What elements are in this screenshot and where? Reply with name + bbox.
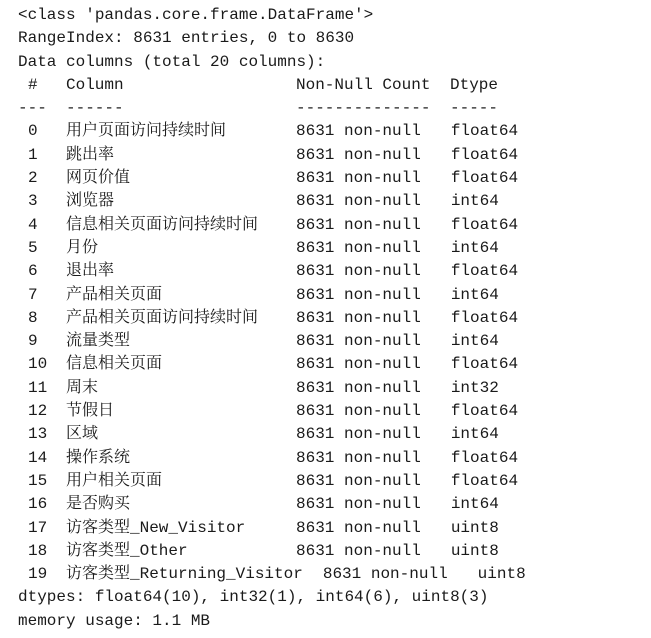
data-columns-line: Data columns (total 20 columns): <box>18 52 326 71</box>
separator-non-null: -------------- <box>296 99 431 118</box>
row-index: 5 <box>28 238 38 257</box>
row-non-null-count: 8631 non-null <box>296 425 421 444</box>
row-index: 0 <box>28 122 38 141</box>
row-index: 4 <box>28 215 38 234</box>
table-row <box>18 470 651 493</box>
row-index: 17 <box>28 518 48 537</box>
row-index: 19 <box>28 565 48 584</box>
separator-hash: --- <box>18 99 47 118</box>
table-row <box>18 353 651 376</box>
row-non-null-count: 8631 non-null <box>296 355 421 374</box>
table-row <box>18 400 651 423</box>
row-index: 18 <box>28 541 48 560</box>
row-column-name: 访客类型_New_Visitor <box>66 518 246 537</box>
row-column-name: 用户页面访问持续时间 <box>66 122 227 141</box>
table-row <box>18 493 651 516</box>
table-row <box>18 120 651 143</box>
row-dtype: uint8 <box>450 541 499 560</box>
header-column: Column <box>66 75 124 94</box>
row-non-null-count: 8631 non-null <box>296 238 421 257</box>
row-non-null-count: 8631 non-null <box>296 378 421 397</box>
row-index: 16 <box>28 495 48 514</box>
row-column-name: 月份 <box>66 238 99 257</box>
row-dtype: float64 <box>450 402 519 421</box>
row-non-null-count: 8631 non-null <box>296 332 421 351</box>
row-non-null-count: 8631 non-null <box>296 169 421 188</box>
row-non-null-count: 8631 non-null <box>322 565 448 584</box>
row-index: 10 <box>28 355 48 374</box>
row-column-name: 信息相关页面 <box>66 355 163 374</box>
row-dtype: float64 <box>450 355 519 374</box>
table-row <box>18 237 651 260</box>
table-row <box>18 167 651 190</box>
table-row <box>18 190 651 213</box>
row-column-name: 访客类型_Other <box>66 541 188 560</box>
row-dtype: int64 <box>450 425 499 444</box>
row-column-name: 周末 <box>66 378 99 397</box>
table-row <box>18 307 651 330</box>
row-dtype: int64 <box>450 332 499 351</box>
row-non-null-count: 8631 non-null <box>296 448 421 467</box>
row-index: 1 <box>28 145 38 164</box>
row-dtype: float64 <box>450 448 519 467</box>
row-dtype: float64 <box>450 215 519 234</box>
row-dtype: float64 <box>450 262 519 281</box>
row-column-name: 访客类型_Returning_Visitor <box>66 565 303 584</box>
row-column-name: 节假日 <box>66 402 115 421</box>
table-row <box>18 330 651 353</box>
row-dtype: float64 <box>450 122 519 141</box>
row-dtype: int64 <box>450 238 499 257</box>
row-dtype: int32 <box>450 378 499 397</box>
row-index: 15 <box>28 471 48 490</box>
row-non-null-count: 8631 non-null <box>296 495 421 514</box>
row-index: 13 <box>28 425 48 444</box>
row-dtype: int64 <box>450 495 499 514</box>
header-hash: # <box>28 75 38 94</box>
row-non-null-count: 8631 non-null <box>296 541 421 560</box>
row-index: 11 <box>28 378 48 397</box>
table-row <box>18 214 651 237</box>
row-non-null-count: 8631 non-null <box>296 192 421 211</box>
row-index: 2 <box>28 169 38 188</box>
row-column-name: 信息相关页面访问持续时间 <box>66 215 259 234</box>
row-non-null-count: 8631 non-null <box>296 308 421 327</box>
separator-dtype: ----- <box>450 99 499 118</box>
table-row <box>18 284 651 307</box>
row-column-name: 操作系统 <box>66 448 131 467</box>
header-dtype: Dtype <box>450 75 499 94</box>
row-non-null-count: 8631 non-null <box>296 145 421 164</box>
table-row <box>18 260 651 283</box>
table-row <box>18 447 651 470</box>
row-column-name: 退出率 <box>66 262 115 281</box>
row-column-name: 区域 <box>66 425 99 444</box>
row-column-name: 跳出率 <box>66 145 115 164</box>
row-index: 3 <box>28 192 38 211</box>
row-index: 7 <box>28 285 38 304</box>
row-column-name: 产品相关页面 <box>66 285 163 304</box>
row-index: 6 <box>28 262 38 281</box>
row-dtype: int64 <box>450 192 499 211</box>
table-row <box>18 563 651 586</box>
separator-column: ------ <box>66 99 124 118</box>
row-non-null-count: 8631 non-null <box>296 518 421 537</box>
row-index: 12 <box>28 402 48 421</box>
header-separator <box>18 97 651 120</box>
row-index: 9 <box>28 332 38 351</box>
header-non-null-count: Non-Null Count <box>296 75 431 94</box>
dtypes-line: dtypes: float64(10), int32(1), int64(6), uint8(3) <box>18 588 489 607</box>
row-column-name: 浏览器 <box>66 192 115 211</box>
range-index-line: RangeIndex: 8631 entries, 0 to 8630 <box>18 29 355 48</box>
row-column-name: 产品相关页面访问持续时间 <box>66 308 259 327</box>
row-dtype: float64 <box>450 471 519 490</box>
row-column-name: 用户相关页面 <box>66 471 163 490</box>
row-non-null-count: 8631 non-null <box>296 262 421 281</box>
table-row <box>18 144 651 167</box>
column-header <box>18 74 651 97</box>
class-line: <class 'pandas.core.frame.DataFrame'> <box>18 6 374 24</box>
row-dtype: uint8 <box>477 565 526 584</box>
row-non-null-count: 8631 non-null <box>296 285 421 304</box>
table-row <box>18 423 651 446</box>
row-index: 8 <box>28 308 38 327</box>
table-row <box>18 377 651 400</box>
row-column-name: 是否购买 <box>66 495 131 514</box>
row-dtype: float64 <box>450 169 519 188</box>
row-non-null-count: 8631 non-null <box>296 215 421 234</box>
memory-usage-line: memory usage: 1.1 MB <box>18 611 211 630</box>
row-dtype: float64 <box>450 308 519 327</box>
row-dtype: float64 <box>450 145 519 164</box>
row-non-null-count: 8631 non-null <box>296 471 421 490</box>
table-row <box>18 517 651 540</box>
row-column-name: 流量类型 <box>66 332 131 351</box>
row-index: 14 <box>28 448 48 467</box>
row-dtype: uint8 <box>450 518 499 537</box>
table-row <box>18 540 651 563</box>
row-dtype: int64 <box>450 285 499 304</box>
column-rows <box>18 120 651 586</box>
row-non-null-count: 8631 non-null <box>296 402 421 421</box>
row-non-null-count: 8631 non-null <box>296 122 421 141</box>
row-column-name: 网页价值 <box>66 169 131 188</box>
